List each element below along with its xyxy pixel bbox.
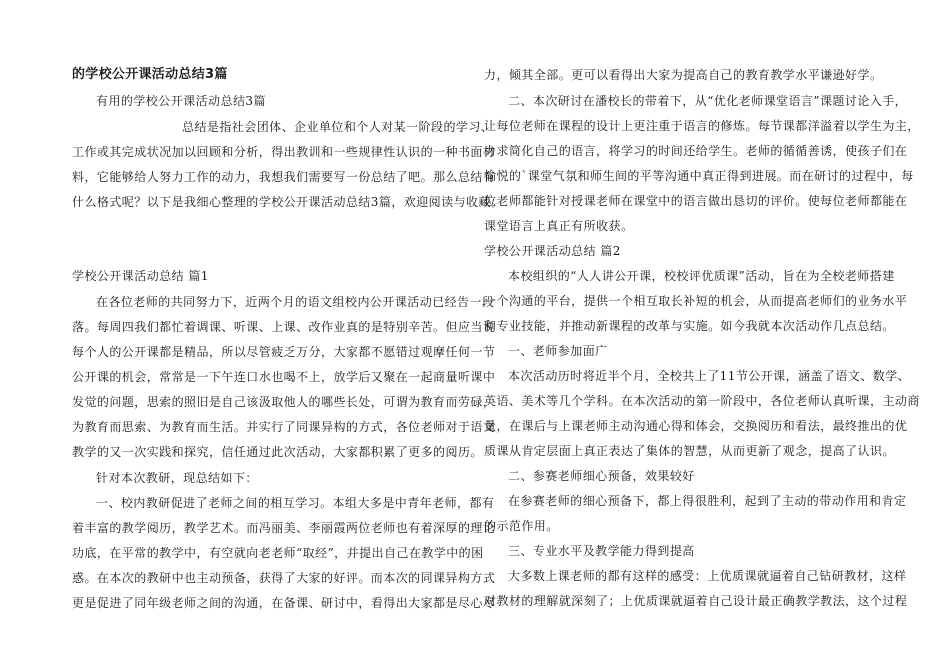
- paragraph-line: 着丰富的教学阅历，教学艺术。而冯丽美、李丽霞两位老师也有着深厚的理论: [72, 521, 496, 535]
- subheading: 二、参赛老师细心预备，效果较好: [508, 469, 695, 483]
- intro-line: 工作或其完成状况加以回顾和分析，得出教训和一些规律性认识的一种书面材: [72, 145, 496, 159]
- paragraph-line: 惑。在本次的教研中也主动预备，获得了大家的好评。而本次的同课异构方式: [72, 571, 496, 585]
- intro-line: 什么格式呢？以下是我细心整理的学校公开课活动总结3篇，欢迎阅读与收藏。: [72, 195, 504, 209]
- paragraph-line: 本次活动历时将近半个月，全校共上了11节公开课，涵盖了语文、数学、: [508, 369, 911, 383]
- paragraph-line: 更是促进了同年级老师之间的沟通，在备课、研讨中，看得出大家都是尽心尽: [72, 596, 496, 610]
- paragraph-line: 每个人的公开课都是精品，所以尽管疲乏万分，大家都不愿错过观摩任何一节: [72, 345, 496, 359]
- paragraph-line: 一、校内教研促进了老师之间的相互学习。本组大多是中青年老师，都有: [96, 496, 495, 510]
- subheading: 一、老师参加面广: [508, 344, 608, 358]
- paragraph-line: 和专业技能，并推动新课程的改革与实施。如今我就本次活动作几点总结。: [484, 319, 895, 333]
- paragraph-line: 课堂语言上真正有所收获。: [484, 219, 634, 233]
- paragraph-line: 大多数上课老师的都有这样的感受：上优质课就逼着自己钻研教材，这样: [508, 569, 907, 583]
- section2-heading: 学校公开课活动总结 篇2: [484, 244, 621, 258]
- paragraph-line: 质课从肯定层面上真正表达了集体的智慧，从而更新了观念，提高了认识。: [484, 444, 895, 458]
- paragraph-line: 对教材的理解就深刻了；上优质课就逼着自己设计最正确教学教法，这个过程: [484, 594, 908, 608]
- paragraph-line: 量，在课后与上课老师主动沟通心得和体会，交换阅历和看法，最终推出的优: [484, 419, 908, 433]
- paragraph-line: 为教育而思索、为教育而生活。并实行了同课异构的方式，各位老师对于语文: [72, 420, 496, 434]
- paragraph-line: 功底，在平常的教学中，有空就向老老师“取经”，并提出自己在教学中的困: [72, 546, 484, 560]
- paragraph-line: 落。每周四我们都忙着调课、听课、上课、改作业真的是特别辛苦。但应当说: [72, 320, 496, 334]
- summary-intro: 针对本次教研，现总结如下：: [96, 471, 258, 485]
- paragraph-line: 让每位老师在课程的设计上更注重于语言的修炼。每节课都洋溢着以学生为主，: [484, 119, 920, 133]
- paragraph-line: 二、本次研讨在潘校长的带着下，从“优化老师课堂语言”课题讨论入手，: [508, 94, 908, 108]
- paragraph-line: 一个沟通的平台，提供一个相互取长补短的机会，从而提高老师们的业务水平: [484, 294, 908, 308]
- paragraph-line: 在参赛老师的细心预备下，都上得很胜利，起到了主动的带动作用和肯定: [508, 494, 907, 508]
- paragraph-line: 愉悦的`课堂气氛和师生间的平等沟通中真正得到进展。而在研讨的过程中，每: [484, 169, 914, 183]
- paragraph-line: 的示范作用。: [484, 519, 559, 533]
- paragraph-line: 公开课的机会，常常是一下午连口水也喝不上，放学后又聚在一起商量听课中: [72, 370, 496, 384]
- paragraph-line: 英语、美术等几个学科。在本次活动的第一阶段中，各位老师认真听课，主动商: [484, 394, 920, 408]
- section1-heading: 学校公开课活动总结 篇1: [72, 269, 209, 283]
- paragraph-line: 力，倾其全部。更可以看得出大家为提高自己的教育教学水平谦逊好学。: [484, 68, 883, 82]
- intro-line: 料，它能够给人努力工作的动力，我想我们需要写一份总结了吧。那么总结有: [72, 170, 496, 184]
- paragraph-line: 发觉的问题，思索的照旧是自己该汲取他人的哪些长处，可谓为教育而劳碌，: [72, 395, 496, 409]
- paragraph-line: 本校组织的“人人讲公开课，校校评优质课”活动，旨在为全校老师搭建: [508, 269, 895, 283]
- document-title: 的学校公开课活动总结3篇: [72, 67, 228, 82]
- paragraph-line: 在各位老师的共同努力下，近两个月的语文组校内公开课活动已经告一段: [96, 295, 495, 309]
- paragraph-line: 位老师都能针对授课老师在课堂中的语言做出恳切的评价。使每位老师都能在: [484, 194, 908, 208]
- subheading: 三、专业水平及教学能力得到提高: [508, 544, 695, 558]
- paragraph-line: 教学的又一次实践和探究，信任通过此次活动，大家都积累了更多的阅历。: [72, 445, 483, 459]
- intro-line: 总结是指社会团体、企业单位和个人对某一阶段的学习、: [182, 120, 494, 134]
- document-subtitle: 有用的学校公开课活动总结3篇: [96, 94, 266, 108]
- paragraph-line: 力求简化自己的语言，将学习的时间还给学生。老师的循循善诱，使孩子们在: [484, 144, 908, 158]
